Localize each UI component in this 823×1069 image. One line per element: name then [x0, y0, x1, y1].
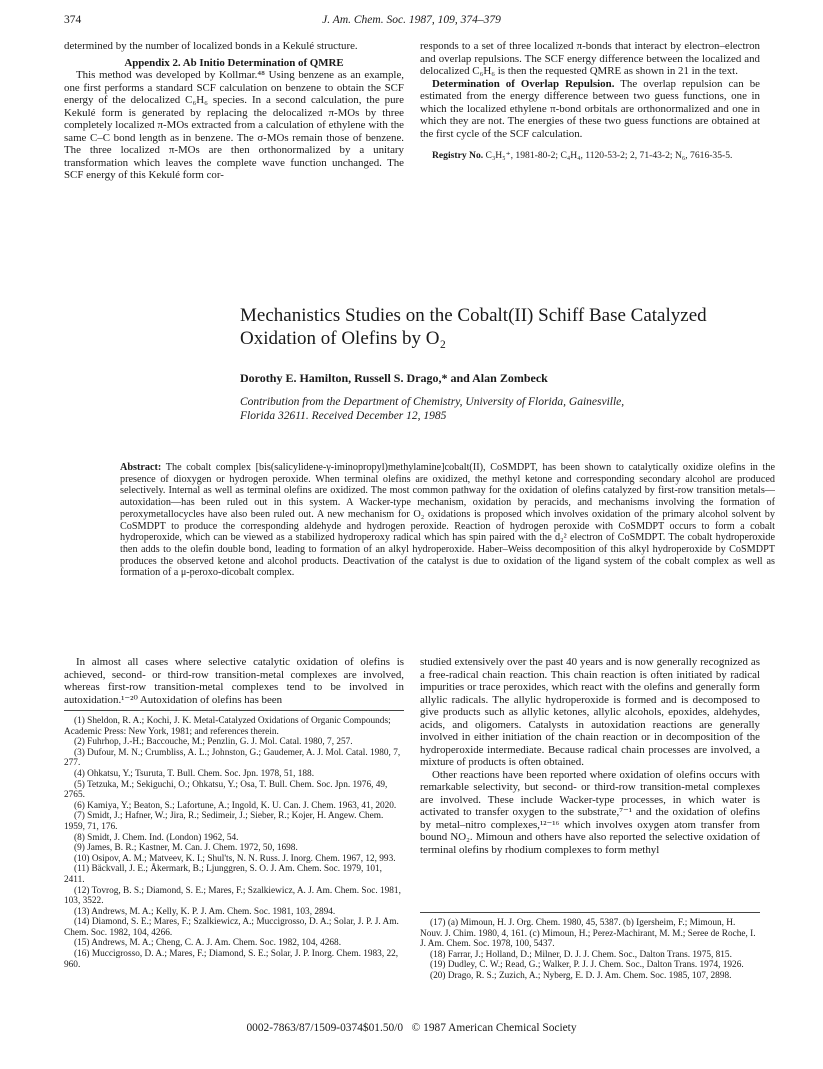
reference-item: (20) Drago, R. S.; Zuzich, A.; Nyberg, E. D. J. Am. Chem. Soc. 1985, 107, 2898. — [430, 970, 732, 981]
continuation-text: responds to a set of three localized π-bonds that interact by electron–electron and overlap repulsions. The SCF energy difference between the localized and delocalized C₆H₆ is then the requested QMRE as shown in 21 in the text. — [420, 40, 760, 77]
carryover-text: determined by the number of localized bonds in a Kekulé structure. — [64, 40, 358, 52]
abstract — [120, 462, 775, 579]
overlap-text: The overlap repulsion can be estimated from the energy difference between two guess functions, one in which the localized ethylene π-bond orbitals are orthonormalized and one in which they are not. The energies of these two guess functions are obtained at the first cycle of the SCF calculation. — [420, 77, 760, 140]
article-affiliation — [240, 396, 780, 423]
footer-copyright: © 1987 American Chemical Society — [411, 1022, 577, 1034]
article-authors: Dorothy E. Hamilton, Russell S. Drago,* and Alan Zombeck — [240, 371, 548, 385]
affiliation-line-2: Florida 32611. Received December 12, 1985 — [240, 409, 447, 422]
previous-article-right-column — [420, 40, 760, 161]
footnote-divider-left — [64, 710, 404, 711]
body-left-column — [64, 656, 404, 706]
reference-item: (6) Kamiya, Y.; Beaton, S.; Lafortune, A.; Ingold, K. U. Can. J. Chem. 1963, 41, 2020. — [74, 800, 397, 811]
reference-item: (2) Fuhrhop, J.-H.; Baccouche, M.; Penzlin, G. J. Mol. Catal. 1980, 7, 257. — [74, 737, 353, 748]
reference-item: (12) Tovrog, B. S.; Diamond, S. E.; Mares, F.; Szalkiewicz, A. J. Am. Chem. Soc. 1981, 103, 3522. — [64, 885, 401, 907]
journal-citation: J. Am. Chem. Soc. 1987, 109, 374–379 — [322, 14, 501, 26]
reference-item: (10) Osipov, A. M.; Matveev, K. I.; Shul'ts, N. N. Russ. J. Inorg. Chem. 1967, 12, 993. — [74, 853, 396, 864]
reference-item: (11) Bäckvall, J. E.; Åkermark, B.; Ljunggren, S. O. J. Am. Chem. Soc. 1979, 101, 2411. — [64, 864, 382, 885]
page-number: 374 — [64, 14, 82, 26]
reference-item: (7) Smidt, J.; Hafner, W.; Jira, R.; Sedimeir, J.; Sieber, R.; Kojer, H. Angew. Chem. 1959, 71, 176. — [64, 811, 384, 832]
reference-item: (3) Dufour, M. N.; Crumbliss, A. L.; Johnston, G.; Gaudemer, A. J. Mol. Catal. 1980, 7, 277. — [64, 747, 401, 769]
reference-item: (15) Andrews, M. A.; Cheng, C. A. J. Am. Chem. Soc. 1982, 104, 4268. — [74, 938, 342, 949]
registry-text: C₃H₅⁺, 1981-80-2; C₄H₄, 1120-53-2; 2, 71-43-2; N₆, 7616-35-5. — [483, 150, 733, 161]
article-title — [240, 304, 780, 350]
intro-paragraph: In almost all cases where selective catalytic oxidation of olefins is achieved, second- or third-row transition-metal complexes are involved, whereas first-row transition-metal complexes tend to be involved in autoxidation.¹⁻²⁰ Autoxidation of olefins has been — [64, 656, 404, 706]
footer-code: 0002-7863/87/1509-0374$01.50/0 — [246, 1022, 404, 1034]
appendix-text: This method was developed by Kollmar.⁴⁸ Using benzene as an example, one first performs a standard SCF calculation on benzene to obtain the SCF energy of the delocalized C₆H₆ species. In a second calculation, the pure Kekulé form is generated by replacing the delocalized π-MOs by three completely localized π-MOs extracted from a calculation of ethylene with the same C–C bond length as in benzene. The σ-MOs remain those of benzene. The three localized π-MOs are then orthonormalized by a unitary transformation which leaves the complete wave function unchanged. The SCF energy of this Kekulé form cor- — [64, 69, 404, 181]
references-right — [420, 918, 760, 982]
body-right-column — [420, 656, 760, 856]
affiliation-line-1: Contribution from the Department of Chemistry, University of Florida, Gainesville, — [240, 396, 625, 408]
appendix-heading: Appendix 2. Ab Initio Determination of QMRE — [124, 56, 344, 69]
abstract-label: Abstract: — [120, 462, 162, 473]
right-paragraph-2: Other reactions have been reported where oxidation of olefins occurs with remarkable selectivity, but second- or third-row transition-metal complexes are involved. These include Wacker-type processes, in which water is activated to transfer oxygen to the substrate,⁷⁻¹ and the oxidation of olefins by metal–nitro complexes,¹²⁻¹⁶ which involves oxygen atom transfer from bound NO₂. Mimoun and others have also reported the selective oxidation of terminal olefins by rhodium complexes to form methyl — [420, 768, 760, 856]
reference-item: (1) Sheldon, R. A.; Kochi, J. K. Metal-Catalyzed Oxidations of Organic Compounds; Academic Press: New York, 1981; and references therein. — [64, 716, 391, 737]
reference-item: (19) Dudley, C. W.; Read, G.; Walker, P. J. J. Chem. Soc., Dalton Trans. 1974, 1926. — [430, 960, 744, 971]
abstract-text: The cobalt complex [bis(salicylidene-γ-iminopropyl)methylamine]cobalt(II), CoSMDPT, has been shown to catalytically oxidize olefins in the presence of dioxygen or hydrogen peroxide. When terminal olefins are oxidized, the methyl ketone and corresponding secondary alcohol are produced selectively. Internal as well as terminal olefins are oxidized. The most common pathway for the oxidation of olefins catalyzed by first-row transition metals—autoxidation—has been ruled out in this system. A Wacker-type mechanism, oxidation by peracids, and mechanisms involving the formation of peroxymetallocycles have also been ruled out. A new mechanism for O₂ oxidations is proposed which involves oxidation of the primary alcohol solvent by CoSMDPT to produce the corresponding aldehyde and hydrogen peroxide. Reaction of hydrogen peroxide with CoSMDPT occurs to form a cobalt hydroperoxide, which can be viewed as a stabilized hydroperoxy radical which has spin paired with the d₂² electron of CoSMDPT. The cobalt hydroperoxide then adds to the olefin double bond, leading to formation of an alkyl hydroperoxide. Haber–Weiss decomposition of this alkyl hydroperoxide by CoSMDPT produces the observed ketone and alcohol products. Deactivation of the catalyst is due to oxidation of the ligand system of the cobalt complex as well as formation of a μ-peroxo-dicobalt complex. — [120, 462, 775, 579]
reference-item: (16) Muccigrosso, D. A.; Mares, F.; Diamond, S. E.; Solar, J. P. Inorg. Chem. 1983, 22, 960. — [64, 949, 399, 970]
reference-item: (9) James, B. R.; Kastner, M. Can. J. Chem. 1972, 50, 1698. — [74, 843, 298, 854]
registry-label: Registry No. — [432, 150, 484, 161]
reference-item: (17) (a) Mimoun, H. J. Org. Chem. 1980, 45, 5387. (b) Igersheim, F.; Mimoun, H. Nouv. J. Chim. 1980, 4, 161. (c) Mimoun, H.; Perez-Machirant, M. M.; Seree de Roche, I. J. Am. Chem. Soc. 1978, 100, 5437. — [420, 918, 756, 950]
previous-article-left-column — [64, 40, 404, 182]
reference-item: (8) Smidt, J. Chem. Ind. (London) 1962, 54. — [74, 832, 239, 843]
overlap-heading: Determination of Overlap Repulsion. — [432, 77, 615, 90]
page-footer — [0, 1022, 823, 1034]
reference-item: (14) Diamond, S. E.; Mares, F.; Szalkiewicz, A.; Muccigrosso, D. A.; Solar, J. P. J. Am. Chem. Soc. 1982, 104, 4266. — [64, 917, 399, 938]
article-title-line-2: Oxidation of Olefins by O₂ — [240, 328, 447, 349]
references-left — [64, 716, 404, 970]
reference-item: (4) Ohkatsu, Y.; Tsuruta, T. Bull. Chem. Soc. Jpn. 1978, 51, 188. — [74, 768, 315, 779]
reference-item: (18) Farrar, J.; Holland, D.; Milner, D. J. J. Chem. Soc., Dalton Trans. 1975, 815. — [430, 949, 732, 960]
right-paragraph-1: studied extensively over the past 40 years and is now generally recognized as a free-radical chain reaction. This chain reaction is often initiated by radical impurities or trace peroxides, which react with the olefins and generally form allylic radicals. The allylic hydroperoxide is formed and is decomposed to give products such as allylic ketones, allylic alcohols, epoxides, aldehydes, acids, and oligomers. Catalysts in autoxidation reactions are generally involved in either initiation of the chain reaction or in decomposition of the hydroperoxide intermediate. Because radical chain processes are involved, a mixture of products is often obtained. — [420, 656, 760, 768]
reference-item: (5) Tetzuka, M.; Sekiguchi, O.; Ohkatsu, Y.; Osa, T. Bull. Chem. Soc. Jpn. 1976, 49, 2765. — [64, 779, 388, 801]
footnote-divider-right — [420, 912, 760, 913]
reference-item: (13) Andrews, M. A.; Kelly, K. P. J. Am. Chem. Soc. 1981, 103, 2894. — [74, 906, 336, 917]
article-title-line-1: Mechanistics Studies on the Cobalt(II) Schiff Base Catalyzed — [240, 305, 707, 326]
